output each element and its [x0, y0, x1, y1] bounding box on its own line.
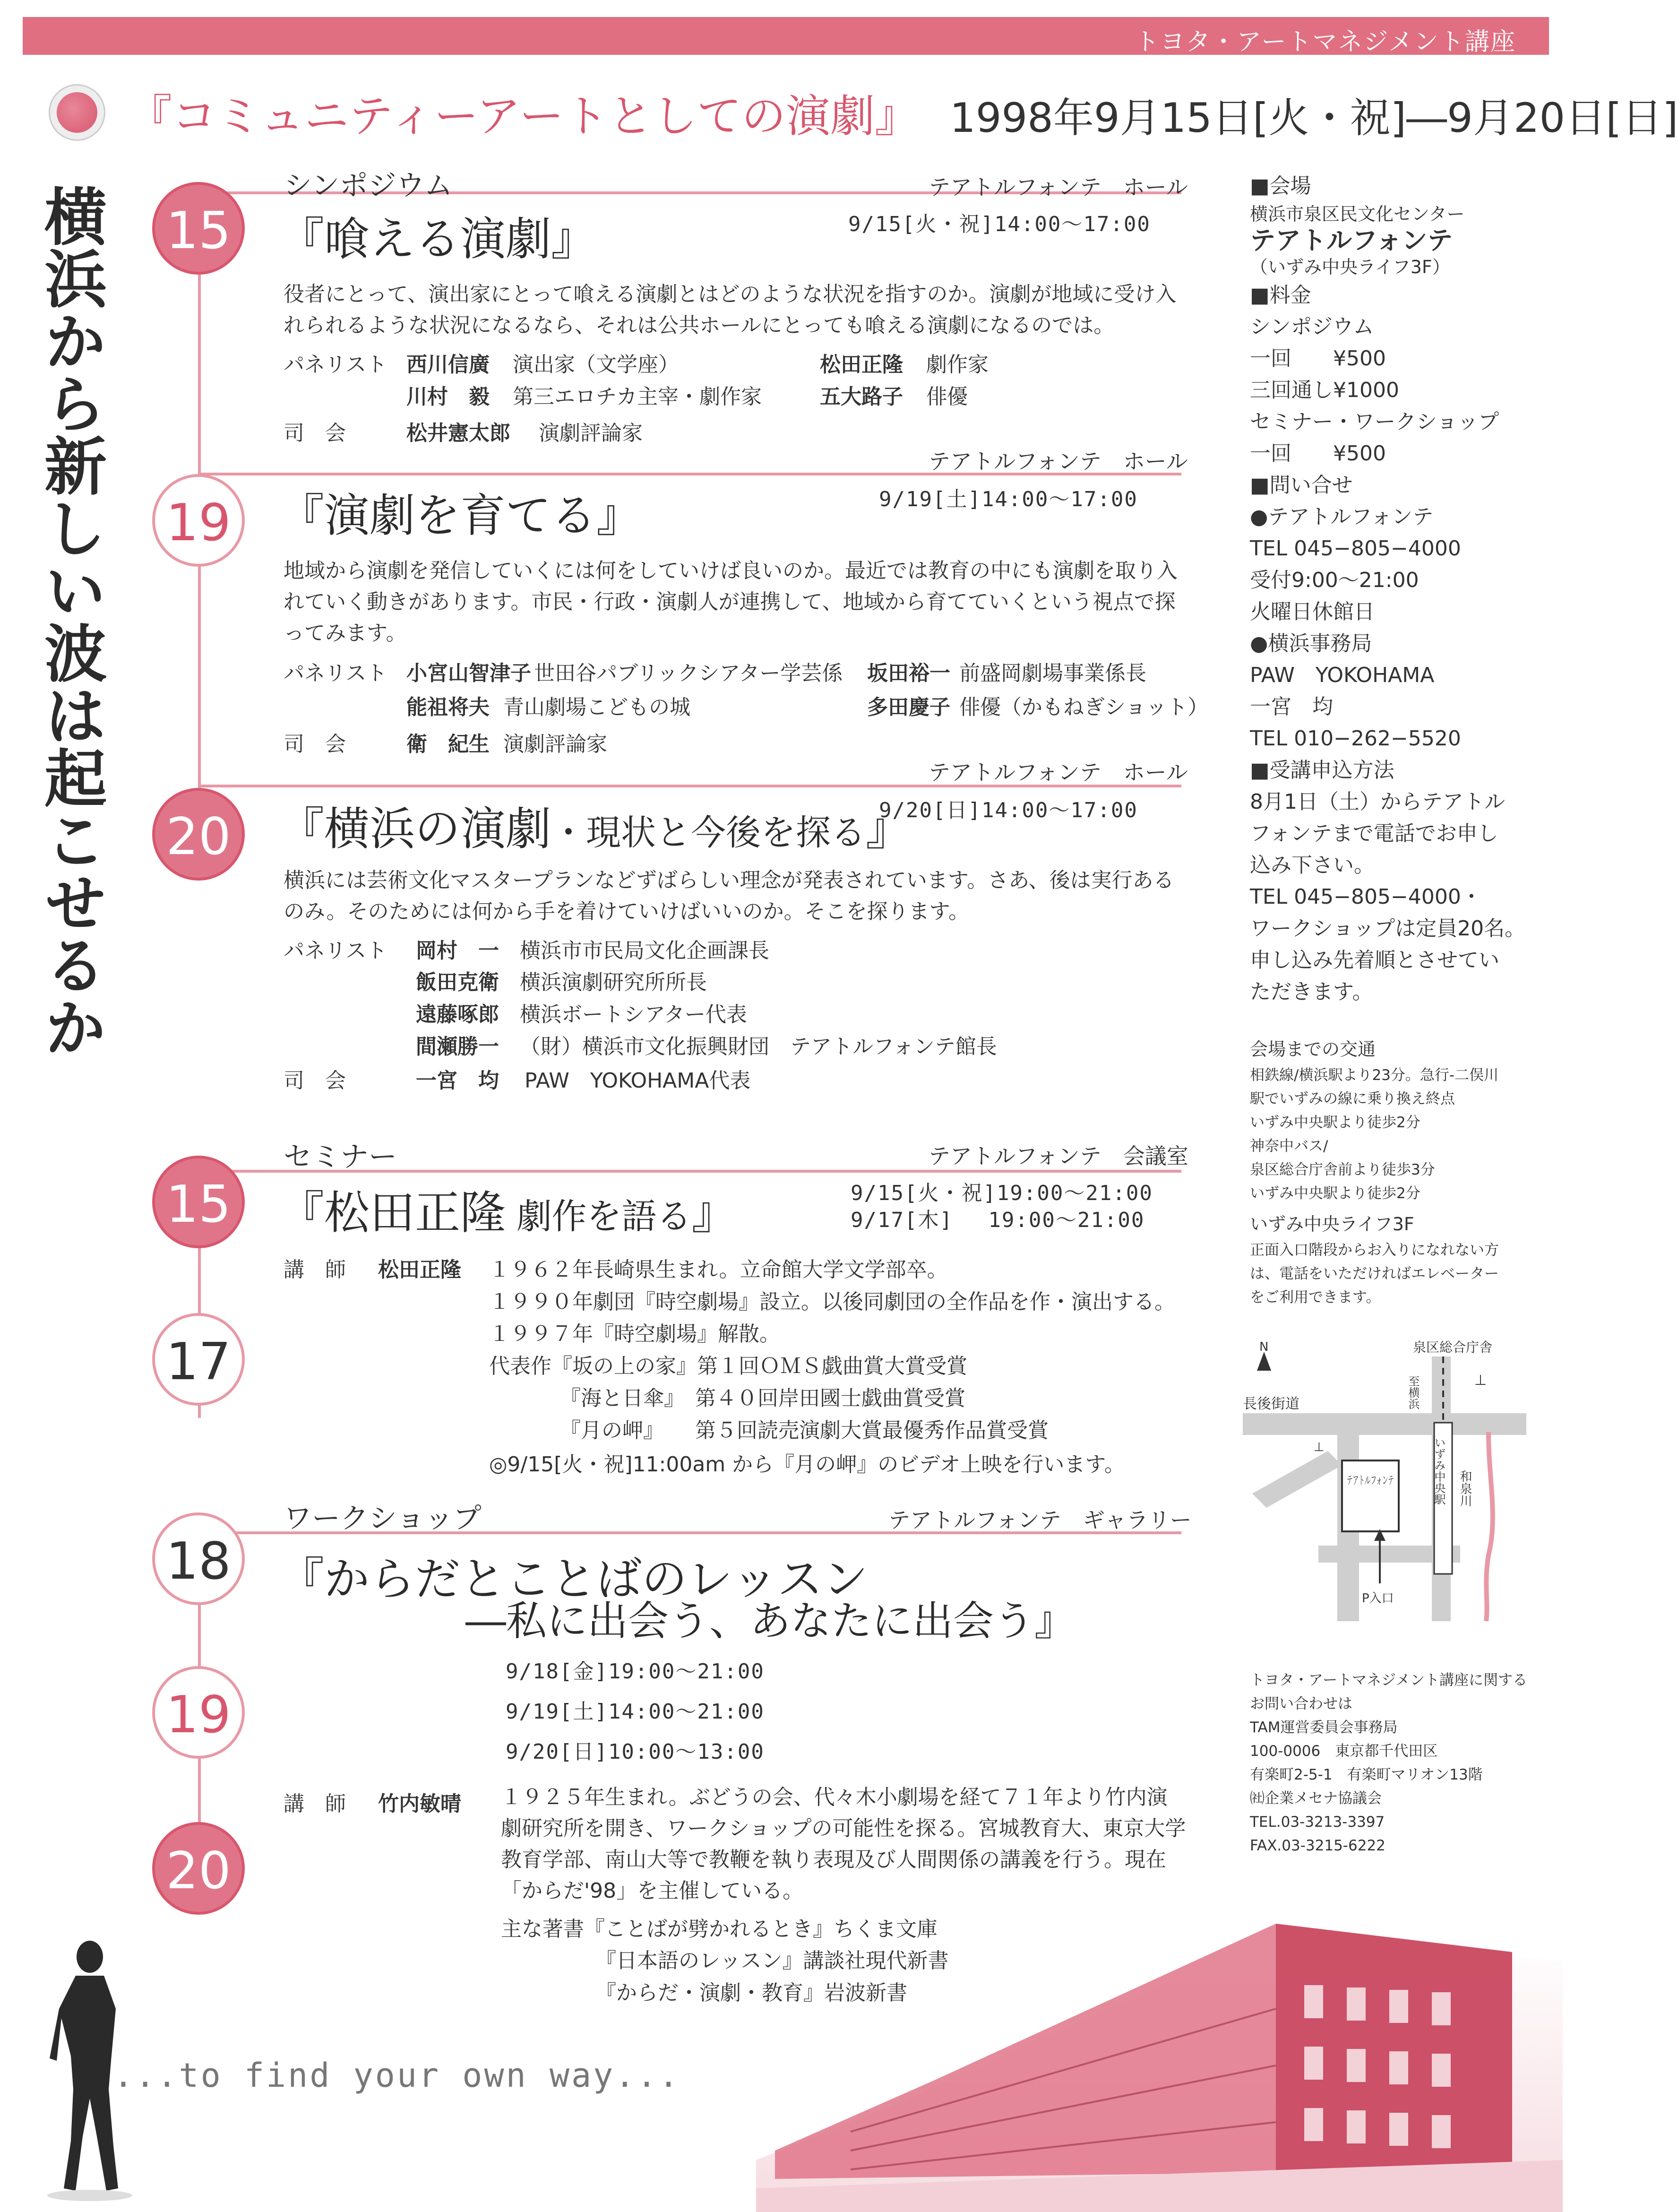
contact-line: 有楽町2-5-1 有楽町マリオン13階 — [1250, 1766, 1483, 1783]
office-icon: ⊥ — [1474, 1372, 1487, 1389]
event-dates: 1998年9月15日[火・祝]―9月20日[日] — [950, 95, 1678, 142]
panelist-name: 松田正隆 — [820, 353, 903, 377]
bullet-dot-icon — [57, 92, 97, 133]
apply-line: ただきます。 — [1250, 980, 1373, 1004]
event-time: 9/19[土]14:00〜17:00 — [879, 487, 1138, 511]
venue-org: 横浜市泉区民文化センター — [1250, 204, 1465, 225]
event-time: 9/15[火・祝]19:00〜21:00 — [851, 1181, 1153, 1205]
moderator-role: 演劇評論家 — [503, 732, 607, 756]
contact-line: ●横浜事務局 — [1250, 631, 1372, 656]
parking-icon: ⊥ — [1314, 1440, 1325, 1454]
event-description: 地域から演劇を発信していくには何をしていけば良いのか。最近では教育の中にも演劇を取り入れていく動きがあります。市民・行政・演劇人が連携して、地域から育てていくという視点で探ってみます。 — [284, 559, 1178, 645]
moderator-label: 司 会 — [284, 421, 346, 445]
fee-line: 一回 ¥500 — [1250, 346, 1386, 371]
access-note: 正面入口階段からお入りになれない方 — [1250, 1242, 1499, 1259]
section-label-workshop: ワークショップ — [284, 1502, 482, 1535]
panelist-role: 横浜市市民局文化企画課長 — [520, 939, 769, 963]
access-map — [1243, 1338, 1526, 1621]
apply-line: 込み下さい。 — [1250, 853, 1375, 877]
venue-label: テアトルフォンテ — [1347, 1474, 1394, 1487]
event-time: 9/19[土]14:00〜21:00 — [506, 1700, 765, 1724]
river — [1486, 1432, 1493, 1621]
panelist-role: 横浜ボートシアター代表 — [520, 1002, 747, 1027]
event-title: 『横浜の演劇・現状と今後を探る』 — [279, 803, 911, 855]
lecturer-name: 松田正隆 — [378, 1258, 461, 1282]
apply-heading: ■受講申込方法 — [1250, 758, 1394, 782]
day-circle: 18 — [152, 1512, 245, 1605]
fee-line: シンポジウム — [1250, 315, 1374, 339]
access-note: をご利用できます。 — [1250, 1289, 1381, 1306]
section-label-seminar: セミナー — [284, 1141, 397, 1174]
event-time: 9/20[日]10:00〜13:00 — [506, 1740, 765, 1764]
lecturer-bio: 『海と日傘』 第４０回岸田國士戯曲賞受賞 — [560, 1386, 965, 1410]
entrance-label: P入口 — [1362, 1591, 1394, 1606]
access-line: いずみ中央駅より徒歩2分 — [1250, 1185, 1420, 1202]
panelist-role: 前盛岡劇場事業係長 — [959, 661, 1146, 685]
contact-line: 受付9:00〜21:00 — [1250, 568, 1419, 592]
access-heading: 会場までの交通 — [1250, 1039, 1376, 1060]
access-line: 駅でいずみの線に乗り換え終点 — [1250, 1090, 1455, 1107]
top-banner — [23, 17, 1549, 55]
north-label: N — [1259, 1340, 1269, 1354]
panelist-name: 岡村 一 — [416, 939, 499, 963]
day-circle: 19 — [152, 474, 245, 567]
book-line: 主な著書『ことばが劈かれるとき』ちくま文庫 — [501, 1917, 938, 1941]
panelist-role: 第三エロチカ主宰・劇作家 — [513, 385, 762, 409]
panelist-role: 青山劇場こどもの城 — [503, 695, 690, 719]
access-line: 泉区総合庁舎前より徒歩3分 — [1250, 1161, 1435, 1178]
event-time: 9/18[金]19:00〜21:00 — [506, 1659, 765, 1684]
contact-line: 100-0006 東京都千代田区 — [1250, 1743, 1438, 1760]
fee-line: セミナー・ワークショップ — [1250, 410, 1499, 434]
event-subtitle: ―私に出会う、あなたに出会う』 — [465, 1598, 1075, 1645]
main-title: 『コミュニティーアートとしての演劇』 — [128, 91, 920, 142]
lecturer-bio: １９２５年生まれ。ぶどうの会、代々木小劇場を経て７１年より竹内演劇研究所を開き、ワークショップの可能性を探る。宮城教育大、東京大学教育学部、南山大等で教鞭を執り表現及び人間関係の講義を行う。現在「からだ'98」を主催している。 — [501, 1785, 1186, 1903]
panelist-role: 俳優（かもねぎショット） — [959, 695, 1209, 719]
event-venue: テアトルフォンテ ギャラリー — [888, 1507, 1192, 1533]
info-column — [1250, 170, 1543, 1008]
slogan: 横浜から新しい波は起こせるか — [34, 184, 107, 1058]
panelist-name: 能祖将夫 — [406, 695, 490, 719]
access-info — [1250, 1035, 1533, 1309]
event-venue: テアトルフォンテ ホール — [929, 449, 1188, 474]
panelist-name: 遠藤啄郎 — [416, 1002, 499, 1027]
moderator-name: 一宮 均 — [416, 1069, 499, 1093]
event-time: 9/15[火・祝]14:00〜17:00 — [848, 212, 1151, 236]
yokohama-label: 至横浜 — [1406, 1375, 1420, 1409]
apply-line: 申し込み先着順とさせてい — [1250, 948, 1499, 972]
panelist-role: 劇作家 — [926, 353, 989, 377]
panel-label: パネリスト — [284, 353, 387, 377]
panelist-role: 俳優 — [926, 385, 968, 409]
lecturer-label: 講 師 — [284, 1792, 346, 1816]
contact-line: 一宮 均 — [1250, 695, 1333, 719]
lecturer-bio: １９６２年長崎県生まれ。立命館大学文学部卒。 — [489, 1258, 948, 1282]
apply-line: フォンテまで電話でお申し — [1250, 821, 1498, 846]
lecturer-name: 竹内敏晴 — [378, 1792, 461, 1816]
contact-line: ㈳企業メセナ協議会 — [1250, 1790, 1382, 1807]
contact-line: お問い合わせは — [1250, 1695, 1352, 1712]
office-label: 泉区総合庁舎 — [1413, 1339, 1493, 1355]
lecturer-bio: １９９７年『時空劇場』解散。 — [489, 1322, 780, 1346]
contact-line: TEL.03-3213-3397 — [1250, 1814, 1385, 1831]
section-label-symposium: シンポジウム — [284, 169, 453, 202]
contact-line: 火曜日休館日 — [1250, 600, 1375, 624]
event-title: 『からだとことばのレッスン — [279, 1553, 869, 1606]
motto: ...to find your own way... — [113, 2056, 680, 2095]
event-description: 横浜には芸術文化マスタープランなどずばらしい理念が発表されています。さあ、後は実行あるのみ。そのためには何から手を着けていけばいいのか。そこを探ります。 — [284, 868, 1174, 924]
red-brick-warehouse-illustration — [756, 1867, 1563, 2212]
venue-name: テアトルフォンテ — [1250, 225, 1453, 255]
contact-line: TEL 045−805−4000 — [1250, 536, 1461, 561]
lecturer-label: 講 師 — [284, 1258, 346, 1282]
moderator-label: 司 会 — [284, 1069, 346, 1093]
panelist-role: （財）横浜市文化振興財団 テアトルフォンテ館長 — [520, 1035, 997, 1059]
access-line: 神奈中バス/ — [1250, 1138, 1328, 1155]
panelist-role: 演出家（文学座） — [513, 353, 679, 377]
panel-label: パネリスト — [284, 939, 387, 963]
moderator-role: PAW YOKOHAMA代表 — [525, 1069, 751, 1093]
book-line: 『からだ・演劇・教育』岩波新書 — [595, 1981, 907, 2005]
apply-line: TEL 045−805−4000・ — [1250, 885, 1482, 909]
venue-building — [1342, 1460, 1399, 1531]
lecturer-bio: 代表作『坂の上の家』第１回ＯＭＳ戯曲賞大賞受賞 — [489, 1354, 967, 1378]
moderator-role: 演劇評論家 — [539, 421, 643, 445]
panelist-name: 飯田克衛 — [416, 970, 499, 994]
seminar-note: ◎9/15[火・祝]11:00am から『月の岬』のビデオ上映を行います。 — [489, 1452, 1125, 1477]
contact-line: PAW YOKOHAMA — [1250, 663, 1435, 687]
event-venue: テアトルフォンテ ホール — [929, 760, 1188, 785]
moderator-name: 衛 紀生 — [406, 732, 490, 756]
contact-heading: ■問い合せ — [1250, 473, 1353, 497]
lecturer-bio: １９９０年劇団『時空劇場』設立。以後同劇団の全作品を作・演出する。 — [489, 1290, 1175, 1314]
station-label: いずみ中央駅 — [1432, 1437, 1446, 1505]
venue-heading: ■会場 — [1250, 174, 1311, 198]
panelist-name: 坂田裕一 — [867, 661, 950, 685]
fee-line: 三回通し¥1000 — [1250, 378, 1399, 402]
moderator-label: 司 会 — [284, 732, 346, 756]
river-label: 和泉川 — [1458, 1470, 1472, 1507]
event-title: 『演劇を育てる』 — [279, 489, 642, 542]
panelist-role: 横浜演劇研究所所長 — [520, 970, 707, 994]
panelist-name: 小宮山智津子 — [406, 661, 531, 685]
day-circle: 19 — [152, 1666, 245, 1759]
fee-line: 一回 ¥500 — [1250, 441, 1386, 466]
day-circle: 20 — [152, 788, 245, 881]
day-circle: 20 — [152, 1822, 245, 1915]
panelist-name: 西川信廣 — [406, 353, 490, 377]
contact-line: ●テアトルフォンテ — [1250, 505, 1434, 529]
day-circle: 17 — [152, 1313, 245, 1406]
book-line: 『日本語のレッスン』講談社現代新書 — [595, 1949, 949, 1973]
day-circle: 15 — [152, 182, 245, 275]
day-circle: 15 — [152, 1156, 245, 1248]
panelist-role: 世田谷パブリックシアター学芸係 — [534, 661, 843, 685]
contact-line: トヨタ・アートマネジメント講座に関する — [1250, 1672, 1528, 1689]
panelist-name: 多田慶子 — [867, 695, 950, 719]
north-arrow-icon — [1257, 1352, 1271, 1371]
contact-line: TAM運営委員会事務局 — [1250, 1719, 1398, 1736]
contact-line: TEL 010−262−5520 — [1250, 726, 1461, 751]
lecturer-bio: 『月の岬』 第５回読売演劇大賞最優秀作品賞受賞 — [560, 1418, 1049, 1443]
venue-sub: （いずみ中央ライフ3F） — [1250, 257, 1450, 277]
access-line: 相鉄線/横浜駅より23分。急行-二俣川 — [1250, 1067, 1499, 1084]
panelist-name: 五大路子 — [820, 385, 903, 409]
panelist-name: 間瀬勝一 — [416, 1035, 499, 1059]
fee-heading: ■料金 — [1250, 283, 1311, 307]
apply-line: 8月1日（土）からテアトル — [1250, 790, 1505, 814]
contact-line: FAX.03-3215-6222 — [1250, 1837, 1385, 1854]
access-line: いずみ中央駅より徒歩2分 — [1250, 1114, 1420, 1131]
apply-line: ワークショップは定員20名。 — [1250, 916, 1526, 941]
event-time: 9/17[木] 19:00〜21:00 — [851, 1208, 1145, 1232]
panel-label: パネリスト — [284, 661, 387, 685]
event-time: 9/20[日]14:00〜17:00 — [879, 798, 1138, 822]
event-title: 『喰える演劇』 — [279, 213, 596, 266]
building-name: いずみ中央ライフ3F — [1250, 1214, 1414, 1235]
access-note: は、電話をいただければエレベーター — [1250, 1265, 1499, 1282]
series-name: トヨタ・アートマネジメント講座 — [1135, 28, 1516, 56]
panelist-name: 川村 毅 — [406, 385, 490, 409]
event-venue: テアトルフォンテ ホール — [929, 174, 1188, 200]
moderator-name: 松井憲太郎 — [406, 421, 510, 445]
road-label: 長後街道 — [1243, 1396, 1299, 1412]
contact-info — [1250, 1668, 1543, 1858]
event-venue: テアトルフォンテ 会議室 — [929, 1143, 1188, 1169]
event-description: 役者にとって、演出家にとって喰える演劇とはどのような状況を指すのか。演劇が地域に受け入れられるような状況になるなら、それは公共ホールにとっても喰える演劇になるのでは。 — [284, 282, 1177, 337]
event-title: 『松田正隆 劇作を語る』 — [279, 1186, 737, 1239]
